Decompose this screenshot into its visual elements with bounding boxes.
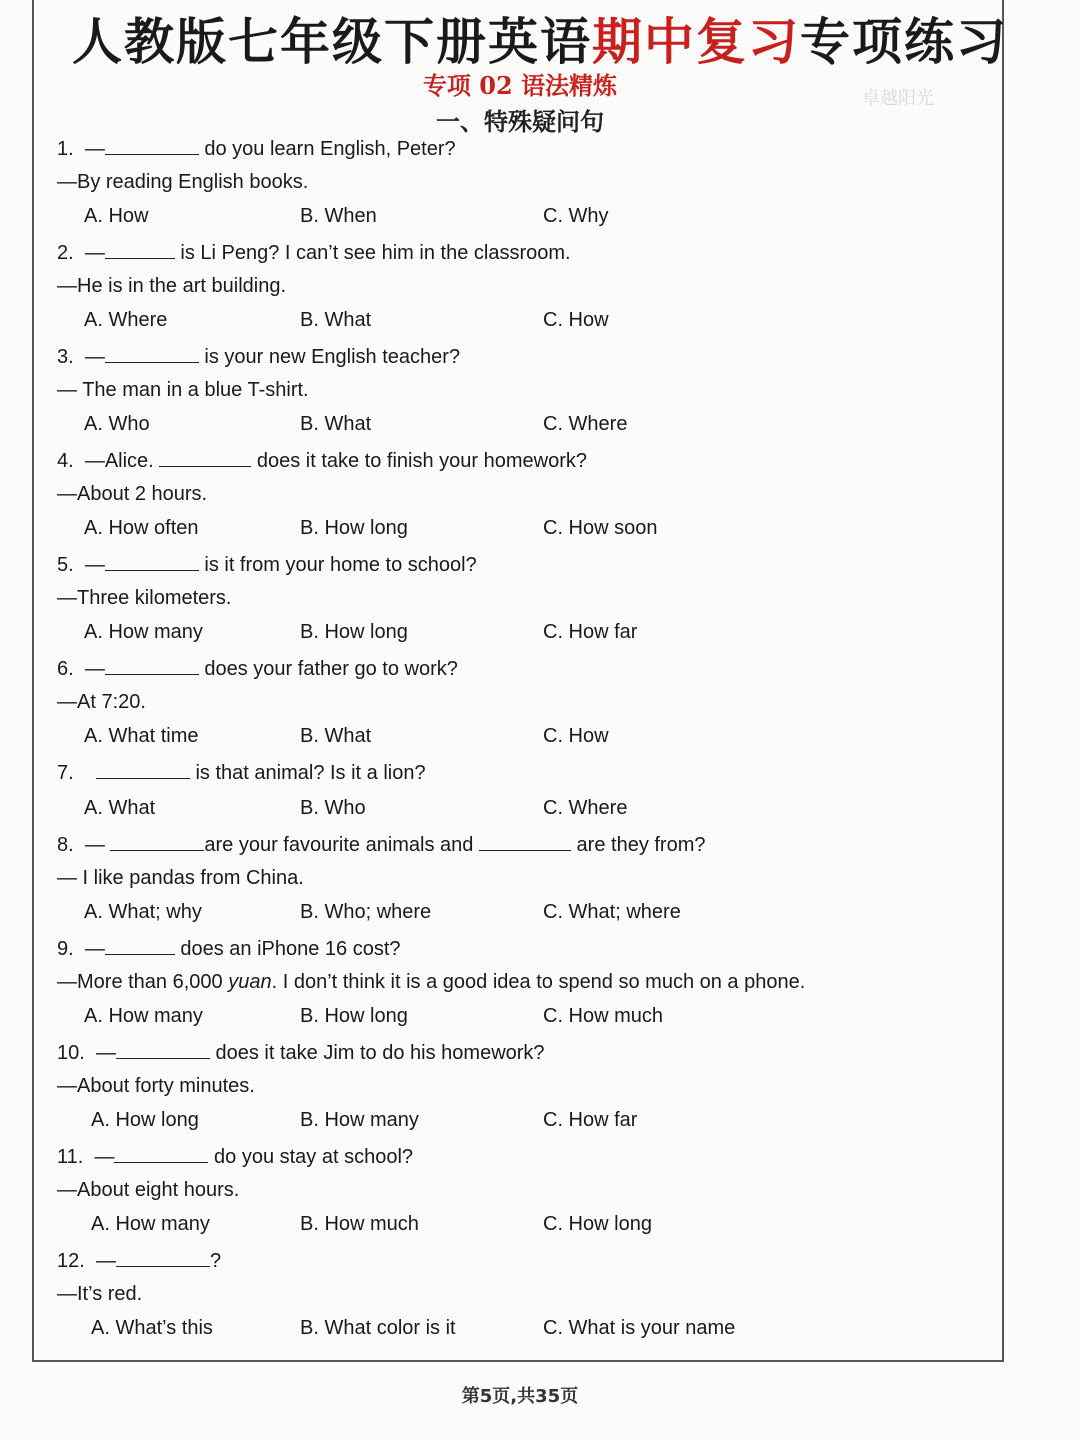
answer-blank[interactable] xyxy=(105,344,199,363)
question-7-option-b[interactable]: B. Who xyxy=(300,797,366,819)
question-2-option-c[interactable]: C. How xyxy=(543,309,609,331)
answer-blank[interactable] xyxy=(105,136,199,155)
question-1-option-c[interactable]: C. Why xyxy=(543,205,609,227)
question-4-answer: —About 2 hours. xyxy=(57,483,208,505)
question-12-answer: —It’s red. xyxy=(57,1283,143,1305)
answer-blank[interactable] xyxy=(159,448,251,467)
answer-blank[interactable] xyxy=(110,832,204,851)
question-1-stem: 1. — do you learn English, Peter? xyxy=(57,138,456,160)
question-10-option-b[interactable]: B. How many xyxy=(300,1109,419,1131)
question-5-stem: 5. — is it from your home to school? xyxy=(57,554,477,576)
question-10-option-a[interactable]: A. How long xyxy=(91,1109,199,1131)
question-12-option-a[interactable]: A. What’s this xyxy=(91,1317,213,1339)
question-5-answer: —Three kilometers. xyxy=(57,587,232,609)
question-5-option-c[interactable]: C. How far xyxy=(543,621,638,643)
question-12-option-b[interactable]: B. What color is it xyxy=(300,1317,456,1339)
question-2-answer: —He is in the art building. xyxy=(57,275,287,297)
answer-blank[interactable] xyxy=(105,552,199,571)
answer-blank[interactable] xyxy=(116,1248,210,1267)
question-11-option-b[interactable]: B. How much xyxy=(300,1213,419,1235)
question-6-option-b[interactable]: B. What xyxy=(300,725,372,747)
question-7-stem: 7. is that animal? Is it a lion? xyxy=(57,762,426,784)
watermark: 卓越阳光 xyxy=(862,88,934,109)
question-8-stem: 8. — are your favourite animals and are they from? xyxy=(57,834,706,856)
question-3-answer: — The man in a blue T-shirt. xyxy=(57,379,309,401)
page-number: 第5页,共35页 xyxy=(461,1386,579,1407)
question-6-option-a[interactable]: A. What time xyxy=(84,725,199,747)
question-4-option-b[interactable]: B. How long xyxy=(300,517,408,539)
question-9-option-c[interactable]: C. How much xyxy=(543,1005,664,1027)
question-10-stem: 10. — does it take Jim to do his homework? xyxy=(57,1042,545,1064)
answer-blank[interactable] xyxy=(479,832,571,851)
question-11-stem: 11. — do you stay at school? xyxy=(57,1146,414,1168)
question-8-option-b[interactable]: B. Who; where xyxy=(300,901,432,923)
question-2-stem: 2. — is Li Peng? I can’t see him in the classroom. xyxy=(57,242,571,264)
question-9-answer: —More than 6,000 yuan. I don’t think it is a good idea to spend so much on a phone. xyxy=(57,971,806,993)
answer-blank[interactable] xyxy=(105,240,175,259)
answer-blank[interactable] xyxy=(114,1144,208,1163)
question-3-option-a[interactable]: A. Who xyxy=(84,413,150,435)
question-1-answer: —By reading English books. xyxy=(57,171,309,193)
question-8-option-a[interactable]: A. What; why xyxy=(84,901,202,923)
question-1-option-a[interactable]: A. How xyxy=(84,205,149,227)
question-7-option-c[interactable]: C. Where xyxy=(543,797,628,819)
question-4-stem: 4. —Alice. does it take to finish your homework? xyxy=(57,450,588,472)
page-title: 人教版七年级下册英语期中复习专项练习 xyxy=(72,13,1008,71)
question-6-answer: —At 7:20. xyxy=(57,691,146,713)
answer-blank[interactable] xyxy=(105,936,175,955)
question-2-option-b[interactable]: B. What xyxy=(300,309,372,331)
question-8-option-c[interactable]: C. What; where xyxy=(543,901,681,923)
question-12-option-c[interactable]: C. What is your name xyxy=(543,1317,736,1339)
answer-blank[interactable] xyxy=(96,760,190,779)
question-9-stem: 9. — does an iPhone 16 cost? xyxy=(57,938,401,960)
question-9-option-b[interactable]: B. How long xyxy=(300,1005,408,1027)
question-8-answer: — I like pandas from China. xyxy=(57,867,304,889)
question-9-option-a[interactable]: A. How many xyxy=(84,1005,203,1027)
question-6-option-c[interactable]: C. How xyxy=(543,725,609,747)
question-1-option-b[interactable]: B. When xyxy=(300,205,377,227)
question-3-option-b[interactable]: B. What xyxy=(300,413,372,435)
question-3-stem: 3. — is your new English teacher? xyxy=(57,346,461,368)
question-4-option-a[interactable]: A. How often xyxy=(84,517,199,539)
question-10-answer: —About forty minutes. xyxy=(57,1075,255,1097)
section-heading: 一、特殊疑问句 xyxy=(436,107,604,136)
question-2-option-a[interactable]: A. Where xyxy=(84,309,168,331)
question-5-option-b[interactable]: B. How long xyxy=(300,621,408,643)
question-7-option-a[interactable]: A. What xyxy=(84,797,156,819)
question-12-stem: 12. — ? xyxy=(57,1250,222,1272)
question-3-option-c[interactable]: C. Where xyxy=(543,413,628,435)
answer-blank[interactable] xyxy=(105,656,199,675)
question-4-option-c[interactable]: C. How soon xyxy=(543,517,658,539)
question-11-option-c[interactable]: C. How long xyxy=(543,1213,652,1235)
answer-blank[interactable] xyxy=(116,1040,210,1059)
topic-subtitle: 专项 02 语法精炼 xyxy=(422,71,618,100)
question-11-option-a[interactable]: A. How many xyxy=(91,1213,210,1235)
question-5-option-a[interactable]: A. How many xyxy=(84,621,203,643)
question-10-option-c[interactable]: C. How far xyxy=(543,1109,638,1131)
question-6-stem: 6. — does your father go to work? xyxy=(57,658,458,680)
question-11-answer: —About eight hours. xyxy=(57,1179,240,1201)
